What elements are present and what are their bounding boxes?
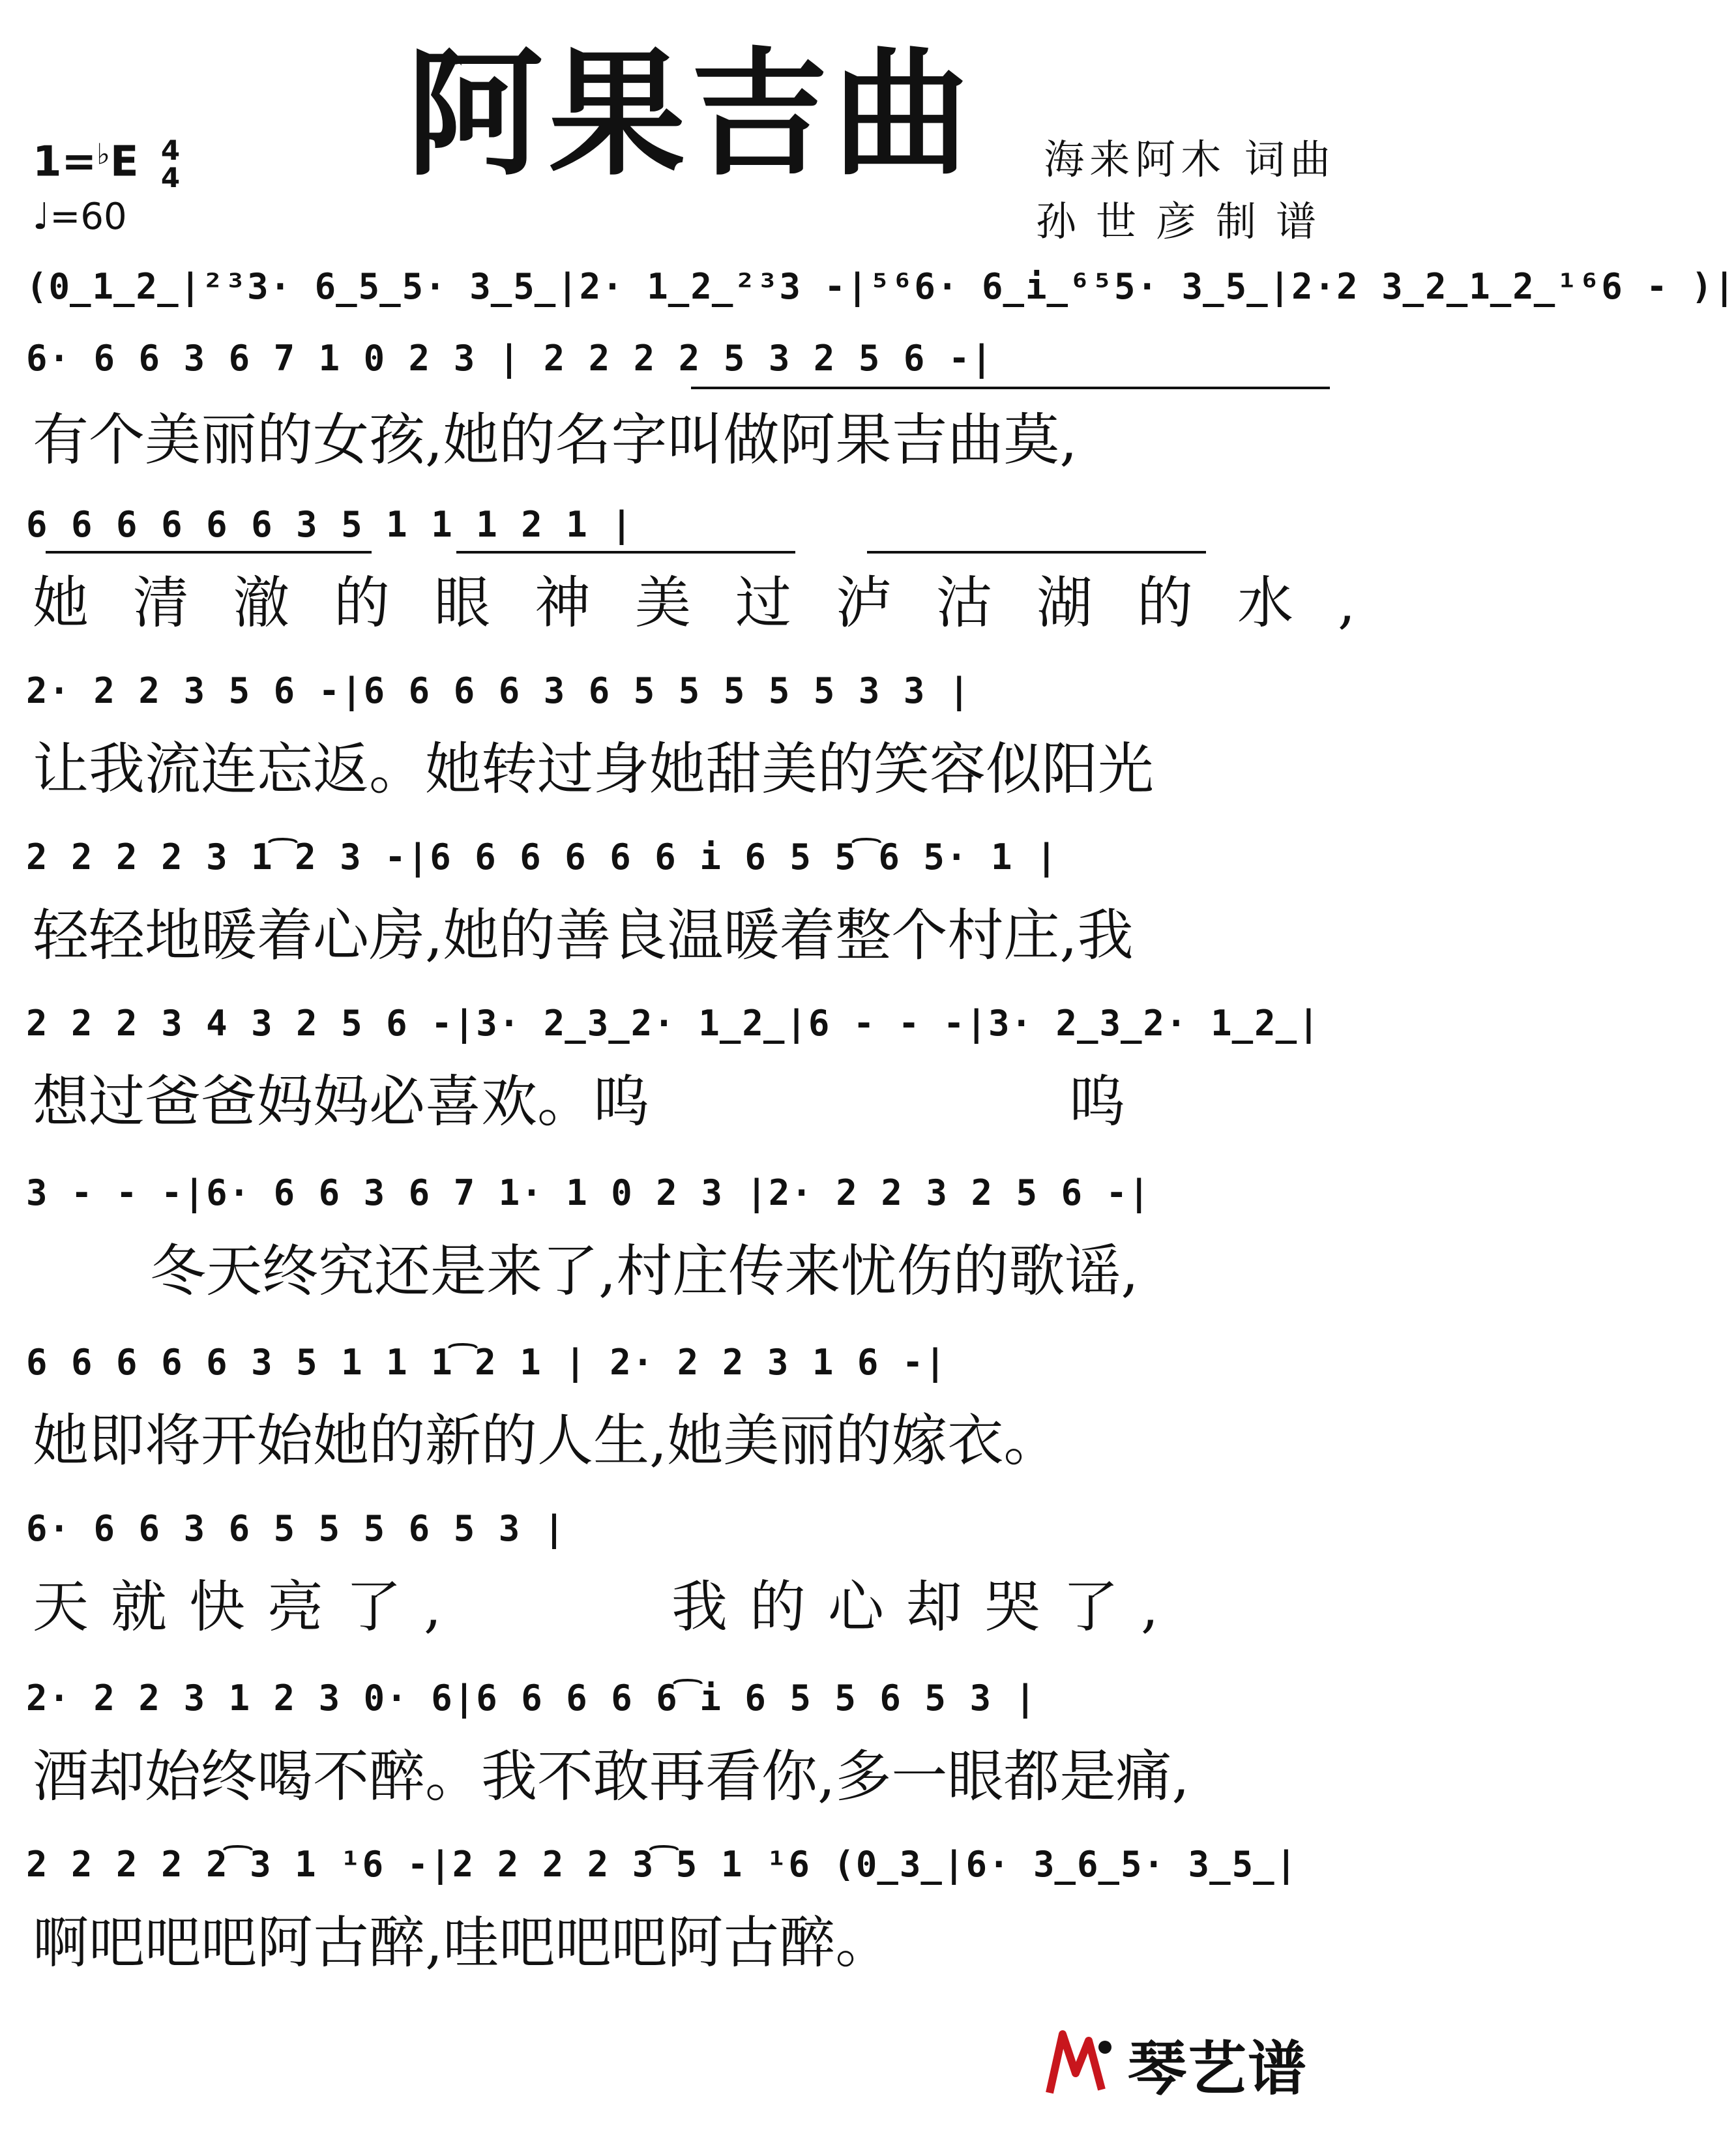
watermark-logo [1043, 2028, 1336, 2103]
lyric-line-1: 有个美丽的女孩,她的名字叫做阿果吉曲莫, [33, 407, 1078, 473]
beam-line [691, 387, 1330, 389]
score-notes-line-0: (0̲1̲2̲|²³3· 6̲5̲5· 3̲5̲|2· 1̲2̲²³3 -|⁵⁶6· 6̲i̲⁶⁵5· 3̲5̲|2·2 3̲2̲1̲2̲¹⁶6 - )| [26, 266, 1736, 307]
score-notes-line-4: 2 2 2 2 3 1͡2 3 -|6 6 6 6 6 6 i 6 5 5͡6 5· 1 | [26, 836, 1059, 878]
lyric-line-4: 轻轻地暖着心房,她的善良温暖着整个村庄,我 [33, 903, 1134, 968]
key-signature [33, 134, 181, 194]
beam-line [867, 551, 1206, 554]
key-prefix: 1= [33, 138, 97, 186]
lyric-line-6: 冬天终究还是来了,村庄传来忧伤的歌谣, [150, 1239, 1139, 1304]
lyric-line-9: 酒却始终喝不醉。我不敢再看你,多一眼都是痛, [33, 1744, 1190, 1809]
lyric-line-8b: 我的心却哭了, [671, 1575, 1181, 1640]
flat-sign: ♭ [96, 138, 110, 171]
key-letter: E [110, 138, 139, 186]
music-note-logo-icon [1043, 2028, 1121, 2099]
score-notes-line-9: 2· 2 2 3 1 2 3 0· 6|6 6 6 6 6͡i 6 5 5 6 5 3 | [26, 1678, 1037, 1719]
beam-line [46, 551, 372, 554]
score-notes-line-5: 2 2 2 3 4 3 2 5 6 -|3· 2̲3̲2· 1̲2̲|6 - - -|3· 2̲3̲2· 1̲2̲| [26, 1003, 1321, 1044]
arranger-credit: 孙世彦制谱 [1035, 198, 1336, 245]
score-notes-line-1: 6· 6 6 3 6 7 1 0 2 3 | 2 2 2 2 5 3 2 5 6 -| [26, 338, 993, 379]
lyric-line-10: 啊吧吧吧阿古醉,哇吧吧吧阿古醉。 [33, 1910, 892, 1975]
lyric-line-8: 天就快亮了, [33, 1575, 464, 1640]
time-signature-bottom: 4 [160, 162, 181, 194]
lyricist-composer-credit: 海来阿木 词曲 [1044, 136, 1336, 183]
score-notes-line-7: 6 6 6 6 6 3 5 1 1 1͡2 1 | 2· 2 2 3 1 6 -| [26, 1342, 947, 1383]
watermark-text: 琴艺谱 [1128, 2035, 1308, 2103]
lyric-line-2: 她清澈的眼神美过泸沽湖的水, [33, 570, 1400, 636]
tempo-marking: ♩=60 [33, 196, 127, 238]
score-notes-line-3: 2· 2 2 3 5 6 -|6 6 6 6 3 6 5 5 5 5 5 3 3 | [26, 670, 971, 711]
beam-line [456, 551, 795, 554]
score-notes-line-2: 6 6 6 6 6 6 3 5 1 1 1 2 1 | [26, 504, 634, 545]
lyric-line-3: 让我流连忘返。她转过身她甜美的笑容似阳光 [33, 737, 1154, 802]
lyric-line-5: 想过爸爸妈妈必喜欢。呜 [33, 1069, 649, 1134]
score-notes-line-6: 3 - - -|6· 6 6 3 6 7 1· 1 0 2 3 |2· 2 2 3 2 5 6 -| [26, 1172, 1151, 1213]
time-signature-top: 4 [160, 134, 181, 166]
lyric-line-5b: 呜 [1069, 1069, 1125, 1134]
lyric-line-7: 她即将开始她的新的人生,她美丽的嫁衣。 [33, 1408, 1060, 1473]
score-notes-line-10: 2 2 2 2 2͡3 1 ¹6 -|2 2 2 2 3͡5 1 ¹6 (0̲3̲|6· 3̲6̲5· 3̲5̲| [26, 1844, 1299, 1885]
page-title: 阿果吉曲 [406, 33, 975, 194]
time-signature [160, 134, 181, 194]
score-notes-line-8: 6· 6 6 3 6 5 5 5 6 5 3 | [26, 1508, 566, 1549]
